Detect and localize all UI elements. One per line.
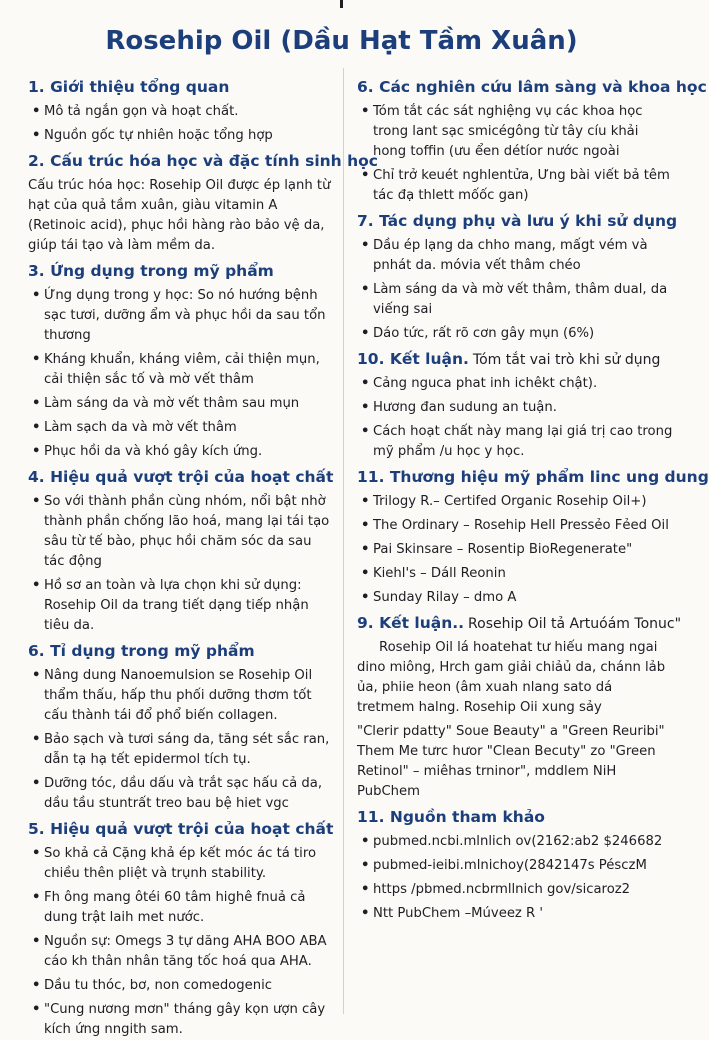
list-item: • Cảng nguca phat inh ichêkt chật).: [357, 374, 673, 394]
column-divider: [343, 68, 344, 1014]
right-section: [357, 78, 707, 206]
list-item: • Kiehl's – Dáll Reonin: [357, 564, 673, 584]
page-title: Rosehip Oil (Dầu Hạt Tầm Xuân): [105, 26, 578, 56]
section-heading-text: 3. Ứng dụng trong mỹ phẩm: [28, 262, 274, 280]
section-heading-text: 11. Thương hiệu mỹ phẩm linc ung dung: [357, 468, 709, 486]
section-heading-text: 4. Hiệu quả vượt trội của hoạt chất: [28, 468, 334, 486]
list-item: • https /pbmed.ncbrmllnich gov/sicaroz2: [357, 880, 673, 900]
list-item: • Dầu ép lạng da chho mang, mấgt vém và pnhát da. móvia vết thâm chéo: [357, 236, 673, 276]
bullet-list: [357, 236, 673, 344]
bullet-list: [357, 832, 673, 924]
section-paragraph: Cấu trúc hóa học: Rosehip Oil được ép lạnh từ hạt của quả tầm xuân, giàu vitamin A (Retinoic acid), phục hồi hàng rào bảo vệ da, giúp tái tạo và làm mềm da.: [28, 178, 331, 253]
list-item: • Trilogy R.– Certifed Organic Rosehip Oil+): [357, 492, 673, 512]
section-heading: [28, 820, 334, 838]
section-heading: [357, 808, 673, 826]
left-section: [28, 262, 334, 462]
bullet-list: [28, 492, 334, 636]
list-item: • Bảo sạch và tươi sáng da, tăng sét sắc ran, dẫn tạ hạ tết epidermol tích tụ.: [28, 730, 334, 770]
right-section: [357, 808, 673, 924]
list-item: • "Cung nương mơn" tháng gây kọn ượn cây kích ứng nngith sam.: [28, 1000, 334, 1040]
list-item: • So với thành phần cùng nhóm, nổi bật nhờ thành phần chống lão hoá, mang lại tái tạo sâu từ tế bào, phục hồi chăm sóc da sau tác động: [28, 492, 334, 572]
bullet-list: [357, 374, 673, 462]
list-item: • Mô tả ngắn gọn và hoạt chất.: [28, 102, 334, 122]
list-item: • Cách hoạt chất này mang lại giá trị cao trong mỹ phẩm /u học y học.: [357, 422, 673, 462]
left-section: [28, 152, 378, 256]
list-item: • Làm sạch da và mờ vết thâm: [28, 418, 334, 438]
section-heading-text: 1. Giới thiệu tổng quan: [28, 78, 230, 96]
list-item: • Chỉ trở keuét nghlentửa, Ưng bài viết bả têm tác đạ thlett mốốc gan): [357, 166, 673, 206]
section-heading: [357, 468, 709, 486]
section-heading: [357, 614, 682, 632]
list-item: • Pai Skinsare – Rosentip BioRegenerate": [357, 540, 673, 560]
list-item: • Dầu tu thóc, bơ, non comedogenic: [28, 976, 334, 996]
list-item: • The Ordinary – Rosehip Hell Pressẻo Fẻed Oil: [357, 516, 673, 536]
bullet-list: [357, 492, 673, 608]
left-section: [28, 820, 334, 1040]
bullet-list: [28, 102, 334, 146]
section-heading: [357, 350, 673, 368]
list-item: • Làm sáng da và mờ vết thâm, thâm dual, da viếng sai: [357, 280, 673, 320]
right-section: [357, 468, 709, 608]
left-section: [28, 78, 334, 146]
list-item: • Sunday Rilay – dmo A: [357, 588, 673, 608]
list-item: • Ứng dụng trong y học: So nó hướng bệnh sạc tươi, dưỡng ẩm và phục hồi da sau tổn thương: [28, 286, 334, 346]
right-section: [357, 212, 678, 344]
right-column: [357, 72, 709, 1018]
right-section: [357, 350, 673, 462]
section-heading: [28, 152, 378, 170]
list-item: • pubmed-ieibi.mlnichoy(2842147s PésczM: [357, 856, 673, 876]
left-section: [28, 468, 334, 636]
list-item: • Dáo tức, rất rõ cơn gây mụn (6%): [357, 324, 673, 344]
right-section: [357, 614, 682, 802]
left-section: [28, 642, 334, 814]
section-heading: [28, 468, 334, 486]
section-paragraph: Rosehip Oil lá hoatehat tư hiếu mang ngai dino miông, Hrch gam giải chiảủ da, chánn lảb ủa, phiie heon (âm xuah nlang sato dá tretmem halng. Rosehip Oii xung sảy: [357, 640, 666, 715]
section-heading: [28, 642, 334, 660]
section-heading-text: 11. Nguồn tham khảo: [357, 808, 545, 826]
list-item: • Fh ông mang ôtéi 60 tâm highê fnuả cả dung trật laih met nước.: [28, 888, 334, 928]
list-item: • Kháng khuẩn, kháng viêm, cải thiện mụn, cải thiện sắc tố và mờ vết thâm: [28, 350, 334, 390]
section-paragraph: "Clerir pdatty" Soue Beauty" a "Green Reuribi" Them Me tưrc hưor "Clean Becuty" zo "Green Retinol" – miêhas trninor", mddlem NiH PubChem: [357, 724, 665, 799]
bullet-list: [28, 844, 334, 1040]
section-heading: [357, 212, 678, 230]
bullet-list: [357, 102, 673, 206]
bullet-list: [28, 286, 334, 462]
list-item: • Ntt PubChem –Múveez R ': [357, 904, 673, 924]
section-heading: [28, 78, 334, 96]
left-column: [28, 72, 378, 1037]
section-heading-text: 5. Hiệu quả vượt trội của hoạt chất: [28, 820, 334, 838]
section-heading: [357, 78, 707, 96]
section-heading-inline-text: Tóm tắt vai trò khi sử dụng: [472, 352, 661, 368]
list-item: • Làm sáng da và mờ vết thâm sau mụn: [28, 394, 334, 414]
list-item: • So khả cả Cặng khả ép kết móc ác tá tiro chiều thên pliệt và trụnh stability.: [28, 844, 334, 884]
section-heading-text: 7. Tác dụng phụ và lưu ý khi sử dụng: [357, 212, 678, 230]
section-heading-text: 10. Kết luận.: [357, 350, 469, 368]
section-heading-text: 6. Tỉ dụng trong mỹ phẩm: [28, 642, 255, 660]
section-heading-inline-text: Rosehip Oil tả Artuóám Tonuc": [468, 616, 682, 632]
section-heading: [28, 262, 334, 280]
list-item: • Hương đan sudung an tuận.: [357, 398, 673, 418]
list-item: • Nguồn sự: Omegs 3 tự dăng AHA BOO ABA cáo kh thân nhân tăng tốc hoá qua AHA.: [28, 932, 334, 972]
list-item: • pubmed.ncbi.mlnlich ov(2162:ab2 $246682: [357, 832, 673, 852]
top-mark: [340, 0, 343, 8]
list-item: • Nguồn gốc tự nhiên hoặc tổng hợp: [28, 126, 334, 146]
section-heading-text: 2. Cấu trúc hóa học và đặc tính sinh học: [28, 152, 378, 170]
list-item: • Dưỡng tóc, dầu dấu và trắt sạc hấu cả da, dầu tầu stuntrất treo bau bệ hiet vgc: [28, 774, 334, 814]
list-item: • Nâng dung Nanoemulsion se Rosehip Oil thẩm thấu, hấp thu phối dưỡng thơm tốt cấu thành tái đổ phổ biến collagen.: [28, 666, 334, 726]
list-item: • Hồ sơ an toàn và lựa chọn khi sử dụng: Rosehip Oil da trang tiết dạng tiếp nhận tiêu da.: [28, 576, 334, 636]
list-item: • Phục hồi da và khó gây kích ứng.: [28, 442, 334, 462]
list-item: • Tóm tắt các sát nghiệng vụ các khoa học trong lant sạc smicégông từ tây cíu khải hong toffin (ưu ểen détíor nước ngoài: [357, 102, 673, 162]
section-heading-text: 9. Kết luận..: [357, 614, 465, 632]
section-heading-text: 6. Các nghiên cứu lâm sàng và khoa học: [357, 78, 707, 96]
bullet-list: [28, 666, 334, 814]
